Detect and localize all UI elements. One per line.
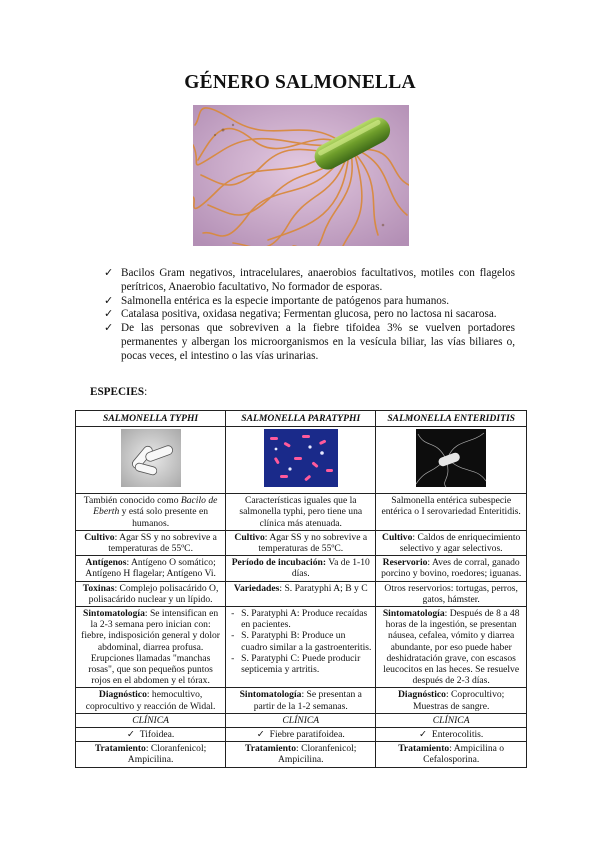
paratyphi-micrograph-image: [264, 429, 338, 487]
enteriditis-micrograph-image: [416, 429, 486, 487]
table-row-images: [76, 427, 527, 494]
salmonella-hero-image: [193, 105, 409, 246]
check-icon: ✓: [104, 308, 114, 321]
table-row-clinica: CLÍNICA CLÍNICA CLÍNICA: [76, 713, 527, 727]
header-enteriditis: SALMONELLA ENTERIDITIS: [376, 411, 527, 427]
species-table: [75, 410, 527, 768]
typhi-micrograph-image: [121, 429, 181, 487]
list-item: ✓ Salmonella entérica es la especie importante de patógenos para humanos.: [104, 294, 450, 307]
table-row-antigenos: Antígenos: Antígeno O somático; Antígeno H flagelar; Antígeno Vi. Período de incubación: Va de 1-10 días. Reservorio: Aves de corral, ganado porcino y bovino, roedores; iguanas.: [76, 556, 527, 581]
paratyphi-varieties-list: [229, 608, 372, 675]
table-row-sintomatologia: Sintomatología: Se intensifican en la 2-3 semana pero inician con: fiebre, indisposición general y dolor abdominal, diarrea profusa. Erupciones llamadas "manchas rosas", que son pequeños puntos rojos en el abdomen y el tórax. - S. Paratyphi A: Produce recaídas en pacientes. - S. Paratyphi B: Produce un cuadro similar a la gastroenteritis. - S. Paratyphi C: Puede producir septicemia y artritis. Sintomatología: Después de 8 a 48 horas de la ingestión, se presentan náusea, cefalea, vómito y diarrea abundante, por eso puede haber deshidratación grave, con escasos leucocitos en las heces. Se resuelve después de 2-3 días.: [76, 607, 527, 688]
list-item: ✓ Catalasa positiva, oxidasa negativa; Fermentan glucosa, pero no lactosa ni sacarosa.: [104, 308, 497, 321]
enteriditis-description: Salmonella entérica subespecie entérica o I serovariedad Enteritidis.: [376, 494, 527, 531]
check-icon: ✓: [104, 294, 114, 307]
enteriditis-image-cell: [376, 427, 527, 494]
check-icon: ✓: [256, 729, 265, 741]
table-row-diagnostico: Diagnóstico: hemocultivo, coprocultivo y reacción de Widal. Sintomatología: Se presentan a partir de la 1-2 semanas. Diagnóstico: Coprocultivo; Muestras de sangre.: [76, 688, 527, 713]
check-icon: ✓: [104, 322, 114, 335]
list-item: - S. Paratyphi B: Produce un cuadro similar a la gastroenteritis.: [229, 630, 372, 652]
table-row-cultivo: Cultivo: Agar SS y no sobrevive a temperaturas de 55ºC. Cultivo: Agar SS y no sobrevive a temperaturas de 55ºC. Cultivo: Caldos de enriquecimiento selectivo y agar selectivos.: [76, 530, 527, 555]
feature-list: [104, 267, 515, 364]
paratyphi-description: Características iguales que la salmonella typhi, pero tiene una clínica más atenuada.: [226, 494, 376, 531]
list-item: - S. Paratyphi A: Produce recaídas en pacientes.: [229, 608, 372, 630]
check-icon: ✓: [126, 729, 135, 741]
check-icon: ✓: [419, 729, 428, 741]
page-title: GÉNERO SALMONELLA: [184, 72, 416, 93]
check-icon: ✓: [104, 267, 114, 279]
list-item: - S. Paratyphi C: Puede producir septicemia y artritis.: [229, 653, 372, 675]
table-header-row: [76, 411, 527, 427]
paratyphi-image-cell: [226, 427, 376, 494]
header-typhi: SALMONELLA TYPHI: [76, 411, 226, 427]
typhi-description: También conocido como Bacilo de Eberth y está solo presente en humanos.: [76, 494, 226, 531]
typhi-image-cell: [76, 427, 226, 494]
especies-heading: ESPECIES:: [90, 386, 148, 398]
header-paratyphi: SALMONELLA PARATYPHI: [226, 411, 376, 427]
table-row-clinica-items: ✓ Tifoidea. ✓ Fiebre paratifoidea. ✓ Enterocolitis.: [76, 728, 527, 742]
list-item: ✓ De las personas que sobreviven a la fiebre tifoidea 3% se vuelven portadores permanentes y albergan los microorganismos en la vesícula biliar, las vías biliares o, pocas veces, el intestino o las vías urinarias.: [104, 322, 515, 362]
table-row-toxinas: Toxinas: Complejo polisacárido O, polisacárido nuclear y un lípido. Variedades: S. Paratyphi A; B y C Otros reservorios: tortugas, perros, gatos, hámster.: [76, 581, 527, 606]
table-row-tratamiento: Tratamiento: Cloranfenicol; Ampicilina. Tratamiento: Cloranfenicol; Ampicilina. Tratamiento: Ampicilina o Cefalosporina.: [76, 742, 527, 767]
table-row-description: [76, 494, 527, 531]
list-item: ✓ Bacilos Gram negativos, intracelulares, anaerobios facultativos, motiles con flagelos perítricos, Anaerobio facultativo, No formador de esporas.: [104, 267, 515, 293]
